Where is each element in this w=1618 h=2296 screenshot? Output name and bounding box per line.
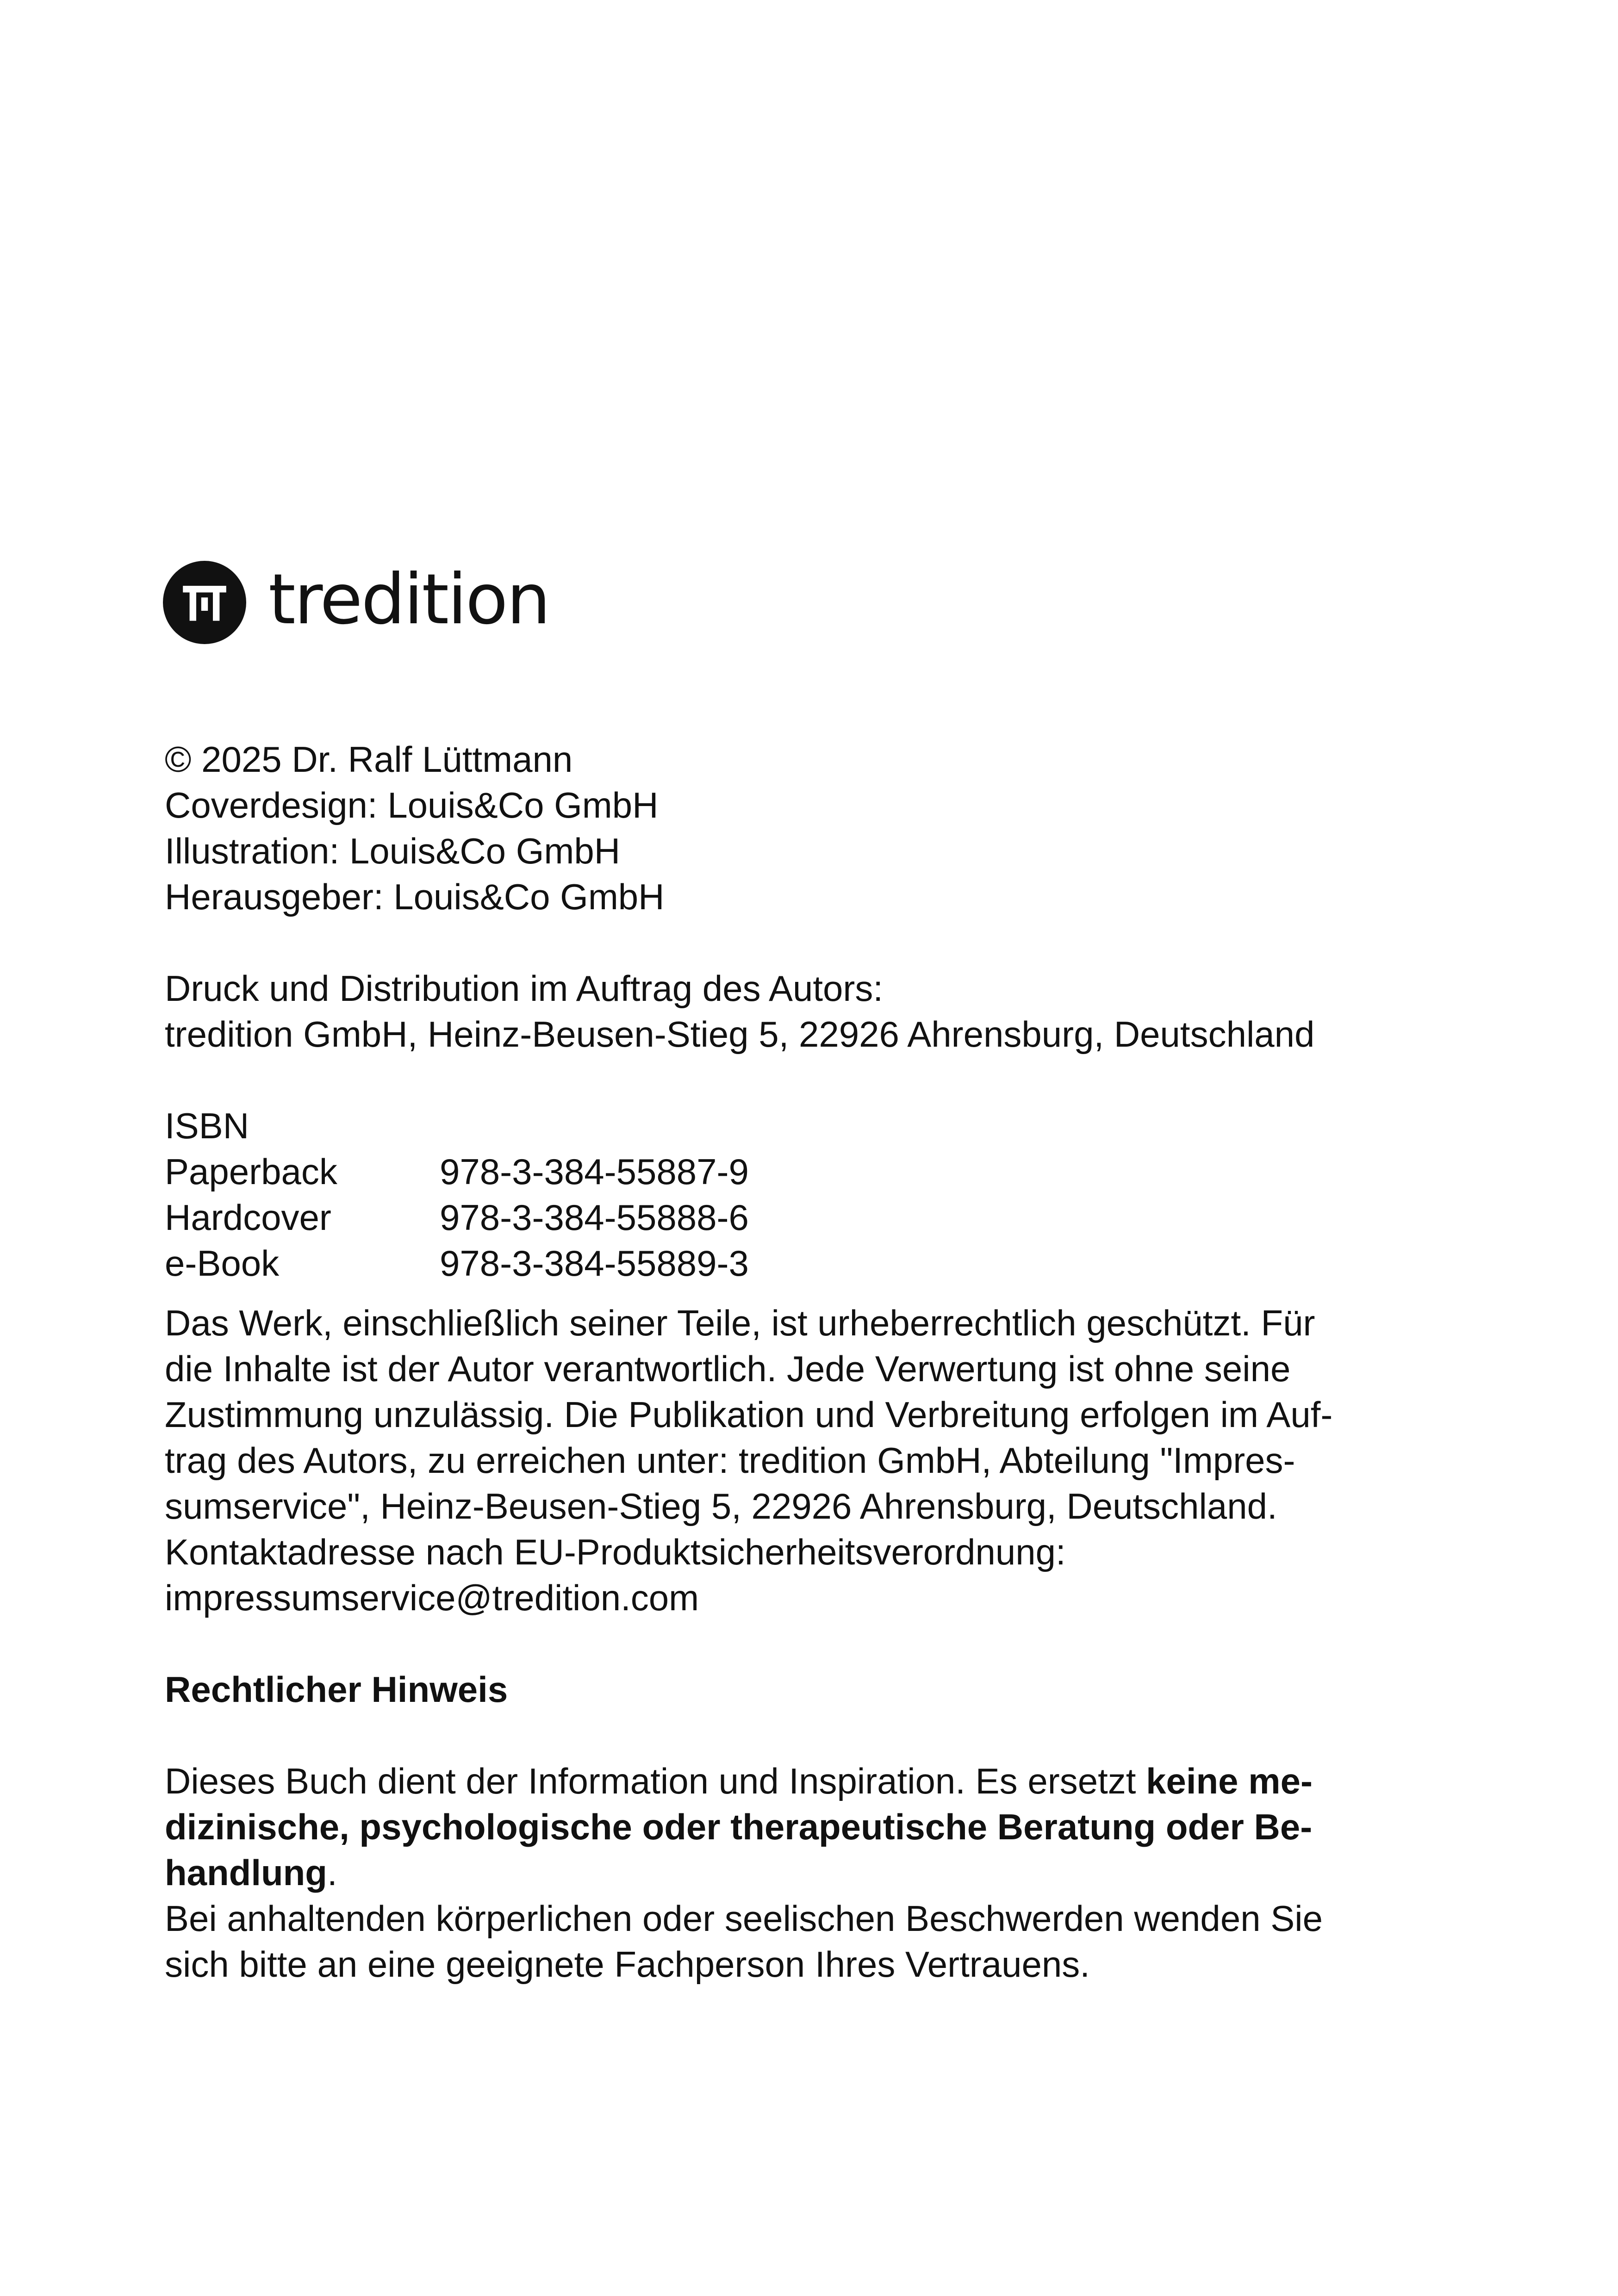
notice-line: Kontaktadresse nach EU-Produktsicherheitsverordnung:: [165, 1532, 1066, 1572]
isbn-number: 978-3-384-55887-9: [440, 1151, 749, 1192]
isbn-heading: ISBN: [165, 1105, 249, 1146]
legal-line: sich bitte an eine geeignete Fachperson Ihres Vertrauens.: [165, 1944, 1090, 1985]
distribution-address-line: tredition GmbH, Heinz-Beusen-Stieg 5, 22926 Ahrensburg, Deutschland: [165, 1014, 1315, 1055]
distribution-block: [165, 966, 1461, 1057]
copyright-notice: [165, 1300, 1461, 1621]
isbn-row: [165, 1195, 1461, 1241]
distribution-line: Druck und Distribution im Auftrag des Autors:: [165, 968, 884, 1009]
legal-text: Dieses Buch dient der Information und Inspiration. Es ersetzt: [165, 1761, 1146, 1801]
publisher-logo: [163, 561, 549, 644]
notice-line: sumservice", Heinz-Beusen-Stieg 5, 22926 Ahrensburg, Deutschland.: [165, 1486, 1277, 1527]
legal-notice: [165, 1758, 1461, 1987]
coverdesign-line: Coverdesign: Louis&Co GmbH: [165, 785, 659, 825]
isbn-format-label: e-Book: [165, 1243, 280, 1284]
isbn-block: [165, 1103, 1461, 1286]
isbn-row: [165, 1241, 1461, 1286]
logo-wordmark: tredition: [268, 559, 549, 640]
notice-line: trag des Autors, zu erreichen unter: tredition GmbH, Abteilung "Impres-: [165, 1440, 1295, 1481]
isbn-number: 978-3-384-55888-6: [440, 1197, 749, 1238]
illustration-line: Illustration: Louis&Co GmbH: [165, 831, 621, 871]
copyright-line: © 2025 Dr. Ralf Lüttmann: [165, 739, 573, 780]
publisher-line: Herausgeber: Louis&Co GmbH: [165, 876, 665, 917]
legal-heading: Rechtlicher Hinweis: [165, 1669, 508, 1710]
legal-line: [165, 1850, 1461, 1896]
notice-line: die Inhalte ist der Autor verantwortlich. Jede Verwertung ist ohne seine: [165, 1348, 1291, 1389]
tredition-logo-icon: [163, 561, 246, 644]
legal-line: Bei anhaltenden körperlichen oder seelischen Beschwerden wenden Sie: [165, 1898, 1323, 1939]
isbn-format-label: Paperback: [165, 1151, 337, 1192]
notice-line: Das Werk, einschließlich seiner Teile, ist urheberrechtlich geschützt. Für: [165, 1303, 1315, 1343]
legal-line: [165, 1758, 1461, 1804]
credits-block: [165, 737, 1461, 920]
notice-line: Zustimmung unzulässig. Die Publikation und Verbreitung erfolgen im Auf-: [165, 1394, 1333, 1435]
contact-email: impressumservice@tredition.com: [165, 1577, 699, 1618]
isbn-format-label: Hardcover: [165, 1197, 331, 1238]
legal-emphasis: dizinische, psychologische oder therapeutische Beratung oder Be-: [165, 1806, 1313, 1847]
legal-emphasis: keine me-: [1146, 1761, 1313, 1801]
legal-emphasis: handlung: [165, 1852, 327, 1893]
imprint-content: [165, 737, 1461, 1987]
legal-text: .: [327, 1852, 337, 1893]
isbn-number: 978-3-384-55889-3: [440, 1243, 749, 1284]
isbn-row: [165, 1149, 1461, 1195]
